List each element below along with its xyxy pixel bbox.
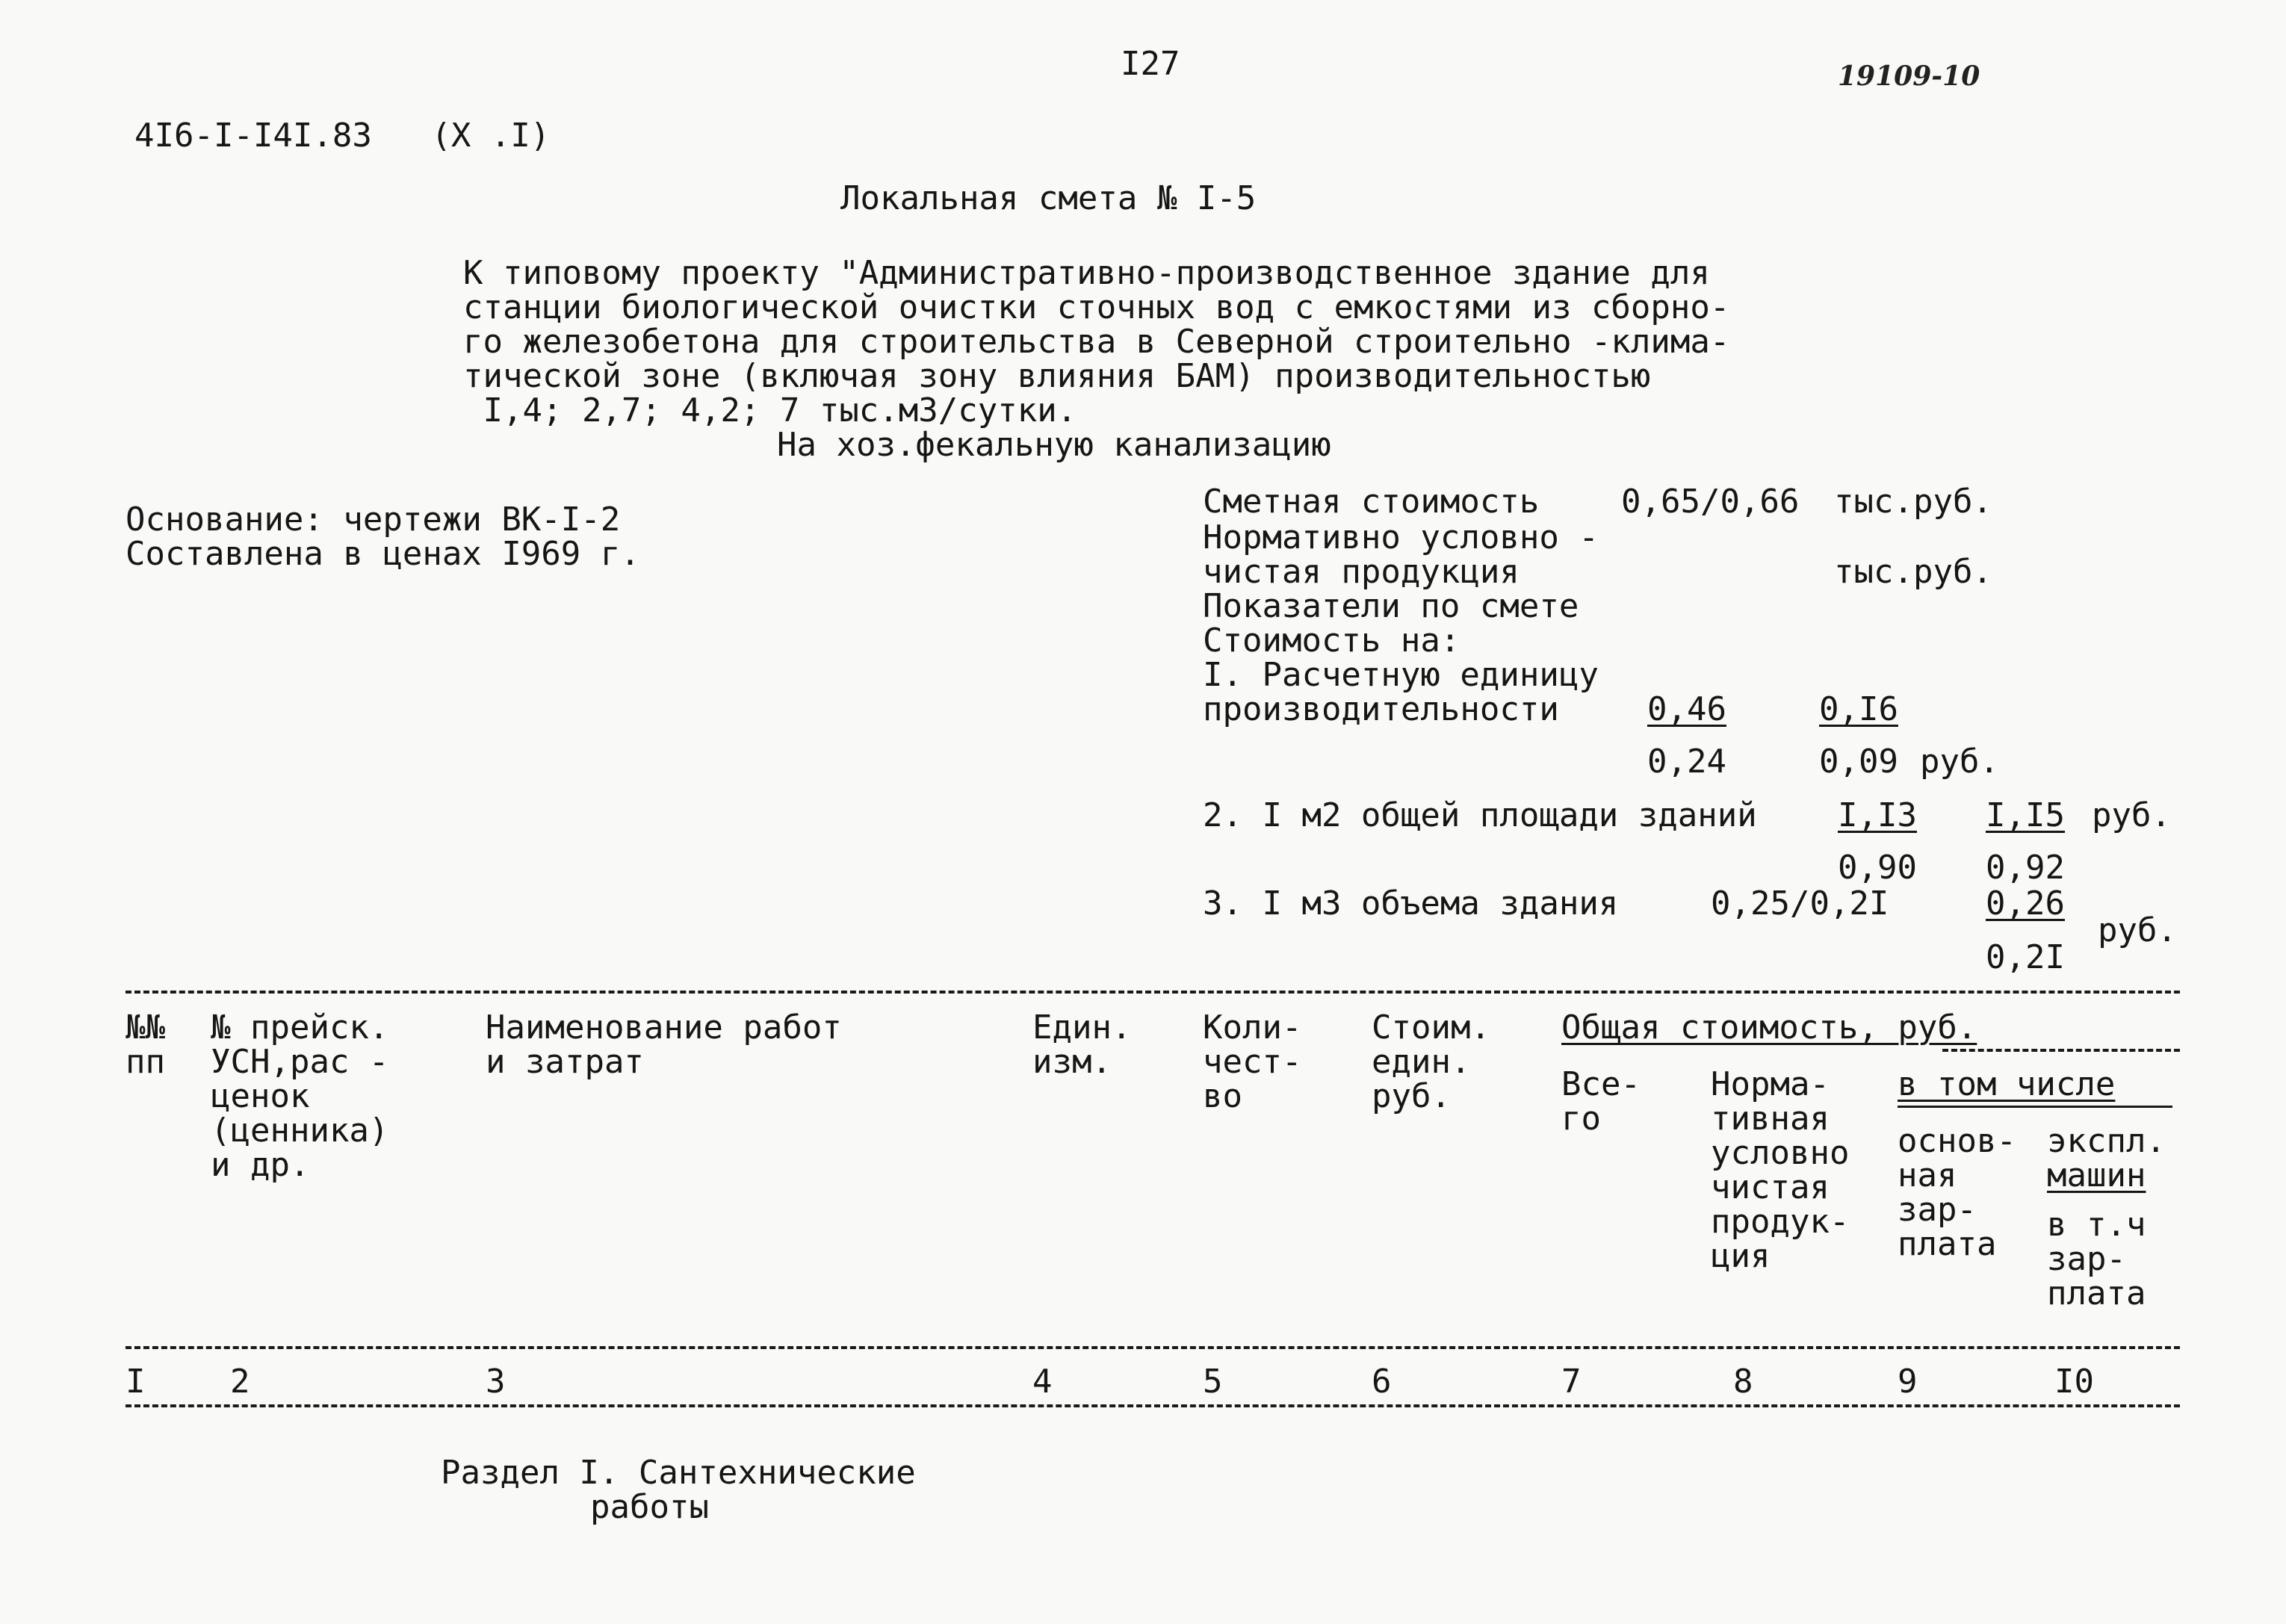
table-header-bottom-rule	[126, 1346, 2180, 1349]
col-header-price-ref: № прейск.	[211, 1008, 389, 1047]
col-header-unit-cost: руб.	[1372, 1077, 1451, 1115]
col-header-unit: Един.	[1032, 1008, 1132, 1047]
col-header-normative: ция	[1711, 1237, 1771, 1275]
column-number: 8	[1733, 1363, 1753, 1401]
item1-label: производительности	[1203, 690, 1559, 728]
col-header-number: пп	[126, 1043, 165, 1081]
col-header-unit-cost: Стоим.	[1372, 1008, 1490, 1047]
description-line: тической зоне (включая зону влияния БАМ) производительностью	[463, 357, 1651, 395]
indicators-label: Показатели по смете	[1203, 587, 1579, 625]
page-number: I27	[1121, 45, 1180, 83]
col-header-price-ref: УСН,рас -	[211, 1043, 389, 1081]
document-code: 4I6-I-I4I.83 (X .I)	[134, 117, 551, 155]
description-line: го железобетона для строительства в Северной строительно -клима-	[463, 323, 1730, 361]
column-number: 4	[1032, 1363, 1053, 1401]
item1-value1-top: 0,46	[1647, 690, 1726, 728]
col-header-unit-cost: един.	[1372, 1043, 1471, 1081]
col-header-price-ref: (ценника)	[211, 1112, 389, 1150]
normative-label: чистая продукция	[1203, 553, 1520, 591]
handwritten-stamp: 19109-10	[1838, 61, 1980, 92]
col-header-number: №№	[126, 1008, 165, 1047]
col-header-quantity: Коли-	[1203, 1008, 1302, 1047]
col-header-work-name: Наименование работ	[486, 1008, 842, 1047]
item2-unit: руб.	[2092, 796, 2171, 834]
item2-value1-top: I,I3	[1838, 796, 1917, 834]
including-rule	[1898, 1106, 2172, 1108]
col-header-base-salary: ная	[1898, 1156, 1957, 1194]
col-header-work-name: и затрат	[486, 1043, 644, 1081]
col-header-total: го	[1561, 1100, 1601, 1138]
column-number: 6	[1372, 1363, 1392, 1401]
col-header-machine-salary: плата	[2047, 1274, 2146, 1312]
basis-prices: Составлена в ценах I969 г.	[126, 535, 640, 573]
estimated-cost-value: 0,65/0,66	[1621, 483, 1800, 521]
column-number: 7	[1561, 1363, 1582, 1401]
item1-value1-bottom: 0,24	[1647, 743, 1726, 781]
item3-label: 3. I м3 объема здания	[1203, 884, 1619, 923]
section-heading: Раздел I. Сантехнические	[441, 1454, 916, 1492]
col-header-total-cost: Общая стоимость, руб.	[1561, 1008, 1977, 1047]
description-line: I,4; 2,7; 4,2; 7 тыс.м3/сутки.	[463, 391, 1077, 430]
item2-value1-bottom: 0,90	[1838, 849, 1917, 887]
col-header-base-salary: зар-	[1898, 1191, 1977, 1229]
section-heading: работы	[590, 1488, 709, 1526]
estimated-cost-label: Сметная стоимость	[1203, 483, 1540, 521]
column-number: 5	[1203, 1363, 1223, 1401]
column-number: I	[126, 1363, 146, 1401]
item3-value1: 0,25/0,2I	[1711, 884, 1889, 923]
col-header-price-ref: и др.	[211, 1146, 310, 1184]
col-header-normative: условно	[1711, 1134, 1850, 1172]
table-top-rule	[126, 991, 2180, 994]
normative-label: Нормативно условно -	[1203, 518, 1599, 557]
column-numbers-rule	[126, 1404, 2180, 1407]
col-header-machine-salary: зар-	[2047, 1240, 2126, 1278]
col-header-normative: тивная	[1711, 1100, 1830, 1138]
description-line: К типовому проекту "Административно-производственное здание для	[463, 254, 1710, 292]
col-header-price-ref: ценок	[211, 1077, 310, 1115]
estimated-cost-unit: тыс.руб.	[1834, 483, 1992, 521]
col-header-machine-salary: в т.ч	[2047, 1206, 2146, 1244]
item1-value2-top: 0,I6	[1819, 690, 1898, 728]
item2-label: 2. I м2 общей площади зданий	[1203, 796, 1757, 834]
column-number: I0	[2054, 1363, 2094, 1401]
cost-for-label: Стоимость на:	[1203, 622, 1460, 660]
subtitle: На хоз.фекальную канализацию	[777, 426, 1331, 464]
column-number: 9	[1898, 1363, 1918, 1401]
column-number: 3	[486, 1363, 506, 1401]
col-header-normative: Норма-	[1711, 1065, 1830, 1103]
col-header-including: в том числе	[1898, 1065, 2116, 1103]
item1-label: I. Расчетную единицу	[1203, 656, 1599, 694]
item1-value2-bottom: 0,09	[1819, 743, 1898, 781]
item3-unit: руб.	[2098, 911, 2177, 949]
col-header-unit: изм.	[1032, 1043, 1112, 1081]
col-header-machine-operation: экспл.	[2047, 1122, 2166, 1160]
column-number: 2	[230, 1363, 250, 1401]
item1-unit: руб.	[1920, 743, 1999, 781]
col-header-base-salary: основ-	[1898, 1122, 2016, 1160]
normative-unit: тыс.руб.	[1834, 553, 1992, 591]
col-header-machine-operation: машин	[2047, 1156, 2146, 1194]
description-line: станции биологической очистки сточных вод с емкостями из сборно-	[463, 288, 1730, 326]
col-header-base-salary: плата	[1898, 1225, 1997, 1263]
page-title: Локальная смета № I-5	[840, 179, 1257, 217]
item3-value2-top: 0,26	[1986, 884, 2065, 923]
basis-drawings: Основание: чертежи ВК-I-2	[126, 500, 621, 539]
col-header-quantity: чест-	[1203, 1043, 1302, 1081]
total-cost-rule	[1942, 1049, 2180, 1052]
item2-value2-top: I,I5	[1986, 796, 2065, 834]
col-header-normative: продук-	[1711, 1203, 1850, 1241]
col-header-normative: чистая	[1711, 1168, 1830, 1206]
col-header-quantity: во	[1203, 1077, 1242, 1115]
item3-value2-bottom: 0,2I	[1986, 938, 2065, 976]
col-header-total: Все-	[1561, 1065, 1641, 1103]
item2-value2-bottom: 0,92	[1986, 849, 2065, 887]
